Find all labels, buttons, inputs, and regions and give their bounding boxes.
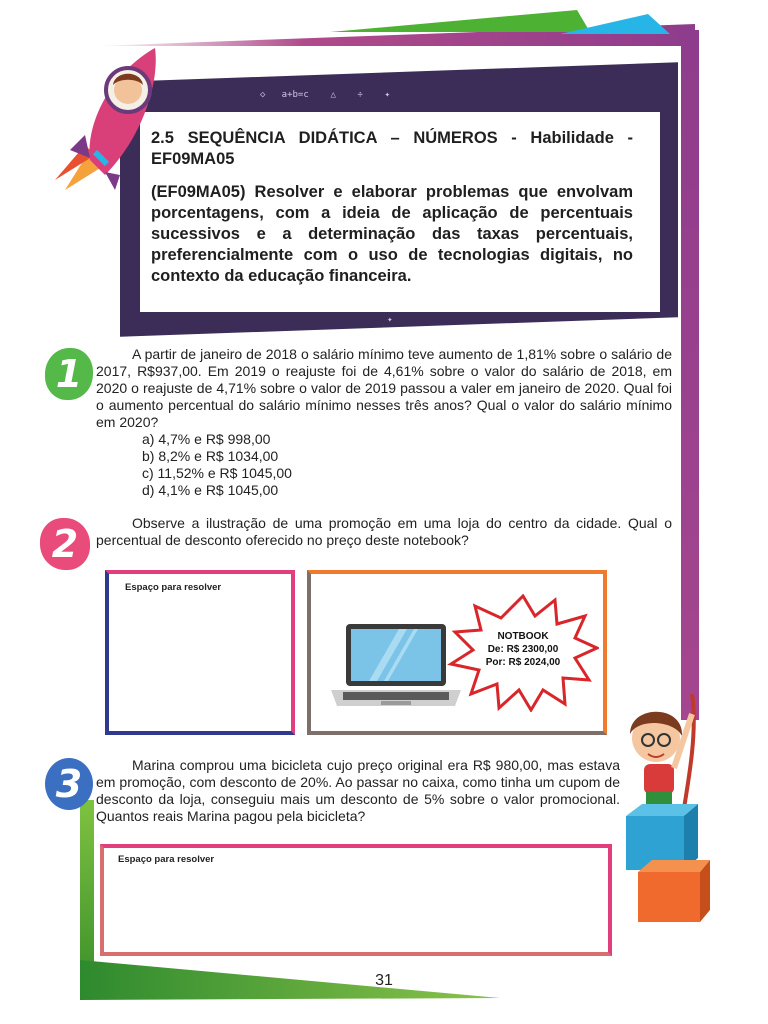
option-b: b) 8,2% e R$ 1034,00	[142, 448, 279, 464]
question-1-badge: 1	[45, 348, 93, 400]
question-2-text: Observe a ilustração de uma promoção em uma loja do centro da cidade. Qual o percentual de desconto oferecido no preço deste notebook?	[96, 515, 672, 548]
answer-space-label-3: Espaço para resolver	[118, 854, 215, 865]
header-content	[151, 128, 633, 299]
rocket-illustration	[45, 40, 170, 200]
answer-space-question-3[interactable]	[100, 844, 612, 956]
promo-new-price: Por: R$ 2024,00	[485, 657, 561, 668]
question-3-badge: 3	[45, 758, 93, 810]
promo-product: NOTBOOK	[497, 631, 549, 642]
frame-right-stripe	[681, 30, 699, 720]
frame-bottom-green-stripe	[80, 960, 500, 1000]
promo-old-price: De: R$ 2300,00	[487, 644, 559, 655]
chalk-doodle-bottom: ✦	[230, 315, 393, 325]
skill-description: (EF09MA05) Resolver e elaborar problemas que envolvam porcentagens, com a ideia de aplicação de percentuais sucessivos e a determinação das taxas percentuais, preferencialmente com o uso de tecnologias digitais, no contexto da educação financeira.	[151, 183, 633, 285]
question-2-badge: 2	[40, 518, 90, 570]
option-a: a) 4,7% e R$ 998,00	[142, 431, 271, 447]
question-2	[96, 515, 672, 549]
page-number: 31	[375, 972, 393, 989]
promo-text	[467, 630, 579, 669]
page-title: 2.5 SEQUÊNCIA DIDÁTICA – NÚMEROS - Habilidade - EF09MA05	[151, 129, 633, 168]
option-c: c) 11,52% e R$ 1045,00	[142, 465, 292, 481]
question-1	[96, 346, 672, 499]
chalk-doodle: ◇ a+b=c △ ÷ ✦	[260, 90, 391, 100]
laptop-icon	[329, 620, 464, 715]
question-3	[96, 757, 620, 825]
question-3-text: Marina comprou uma bicicleta cujo preço original era R$ 980,00, mas estava em promoção, com desconto de 20%. Ao passar no caixa, como tinha um cupom de desconto da loja, conseguiu mais um desconto de 5% sobre o valor promocional. Quantos reais Marina pagou pela bicicleta?	[96, 757, 620, 824]
answer-space-label: Espaço para resolver	[125, 582, 222, 593]
frame-top-green-stripe	[330, 10, 590, 32]
question-1-text: A partir de janeiro de 2018 o salário mínimo teve aumento de 1,81% sobre o salário de 2017, R$937,00. Em 2019 o reajuste foi de 4,61% sobre o valor do salário de 2018, em 2020 o reajuste de 4,71% sobre o valor de 2019 passou a valer em janeiro de 2020. Qual foi o aumento percentual do salário mínimo nesses três anos? Qual o valor do salário mínimo em 2020?	[96, 346, 672, 430]
option-d: d) 4,1% e R$ 1045,00	[142, 482, 279, 498]
question-1-options	[96, 431, 672, 499]
girl-illustration	[618, 694, 718, 926]
answer-space-question-2[interactable]	[105, 570, 295, 735]
promotion-illustration	[307, 570, 607, 735]
